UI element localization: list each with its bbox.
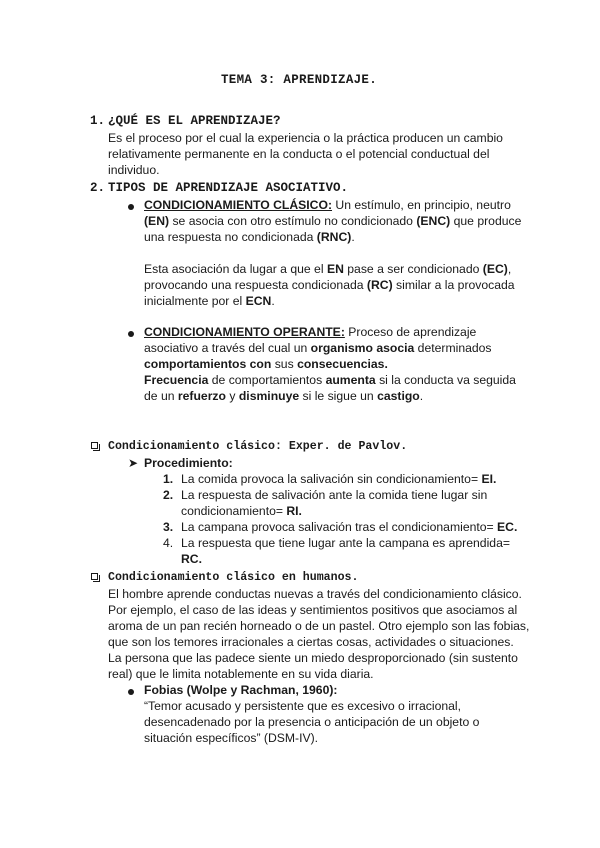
bullet-icon [128, 689, 134, 695]
humanos-line-4: que son los temores irracionales a ciertas cosas, actividades o situaciones. [108, 635, 514, 649]
clasico-p2-line-2: provocando una respuesta condicionada (RC) similar a la provocada [144, 278, 515, 292]
operante-line-4: Frecuencia de comportamientos aumenta si la conducta va seguida [144, 373, 516, 387]
section-1-heading: ¿QUÉ ES EL APRENDIZAJE? [108, 114, 281, 128]
bullet-icon [128, 204, 134, 210]
bullet-icon [128, 331, 134, 337]
clasico-label: CONDICIONAMIENTO CLÁSICO: [144, 198, 333, 212]
operante-label: CONDICIONAMIENTO OPERANTE: [144, 325, 345, 339]
page-title: TEMA 3: APRENDIZAJE. [221, 73, 378, 87]
fobias-quote-line-1: “Temor acusado y persistente que es excesivo o irracional, [144, 699, 462, 713]
pavlov-item-4-line-1: La respuesta que tiene lugar ante la campana es aprendida= [181, 536, 510, 550]
pavlov-item-2-line-1: La respuesta de salivación ante la comida tiene lugar sin [181, 488, 488, 502]
clasico-p2-line-1: Esta asociación da lugar a que el EN pase a ser condicionado (EC), [144, 262, 512, 276]
pavlov-item-1-number: 1. [163, 472, 174, 486]
procedimiento-label: Procedimiento: [144, 456, 233, 470]
section-1-line-2: relativamente permanente en la conducta o el potencial conductual del [108, 147, 490, 161]
checkbox-icon [91, 573, 98, 580]
operante-line-5: de un refuerzo y disminuye si le sigue un castigo. [144, 389, 424, 403]
section-2-heading: TIPOS DE APRENDIZAJE ASOCIATIVO. [108, 181, 349, 195]
humanos-line-2: Por ejemplo, el caso de las ideas y sentimientos positivos que asociamos al [108, 603, 518, 617]
humanos-line-3: aroma de un pan recién horneado o de un pastel. Otro ejemplo son las fobias, [108, 619, 530, 633]
section-1-line-3: individuo. [108, 163, 160, 177]
arrow-right-icon: ➤ [128, 456, 139, 470]
checkbox-icon [91, 442, 98, 449]
pavlov-item-4-number: 4. [163, 536, 174, 550]
humanos-line-6: real) que le limita notablemente en su vida diaria. [108, 667, 374, 681]
pavlov-item-3: La campana provoca salivación tras el condicionamiento= EC. [181, 520, 518, 534]
section-2-number: 2. [90, 181, 106, 195]
section-1-line-1: Es el proceso por el cual la experiencia o la práctica producen un cambio [108, 131, 503, 145]
pavlov-item-2-line-2: condicionamiento= RI. [181, 504, 302, 518]
operante-line-1: CONDICIONAMIENTO OPERANTE: Proceso de aprendizaje [144, 325, 477, 339]
humanos-line-1: El hombre aprende conductas nuevas a través del condicionamiento clásico. [108, 587, 522, 601]
fobias-quote-line-3: situación específicos” (DSM-IV). [144, 731, 319, 745]
fobias-label: Fobias (Wolpe y Rachman, 1960): [144, 683, 338, 697]
fobias-quote-line-2: desencadenado por la presencia o anticipación de un objeto o [144, 715, 480, 729]
clasico-line-2: (EN) se asocia con otro estímulo no condicionado (ENC) que produce [144, 214, 522, 228]
humanos-heading: Condicionamiento clásico en humanos. [108, 571, 359, 584]
clasico-line-3: una respuesta no condicionada (RNC). [144, 230, 355, 244]
clasico-p2-line-3: inicialmente por el ECN. [144, 294, 275, 308]
operante-line-3: comportamientos con sus consecuencias. [144, 357, 388, 371]
pavlov-item-3-number: 3. [163, 520, 174, 534]
pavlov-item-4-line-2: RC. [181, 552, 202, 566]
clasico-line-1: CONDICIONAMIENTO CLÁSICO: Un estímulo, en principio, neutro [144, 198, 511, 212]
pavlov-item-1: La comida provoca la salivación sin condicionamiento= EI. [181, 472, 497, 486]
section-1-number: 1. [90, 114, 106, 128]
operante-line-2: asociativo a través del cual un organismo asocia determinados [144, 341, 492, 355]
pavlov-item-2-number: 2. [163, 488, 174, 502]
pavlov-heading: Condicionamiento clásico: Exper. de Pavlov. [108, 440, 408, 453]
humanos-line-5: La persona que las padece siente un miedo desproporcionado (sin sustento [108, 651, 518, 665]
